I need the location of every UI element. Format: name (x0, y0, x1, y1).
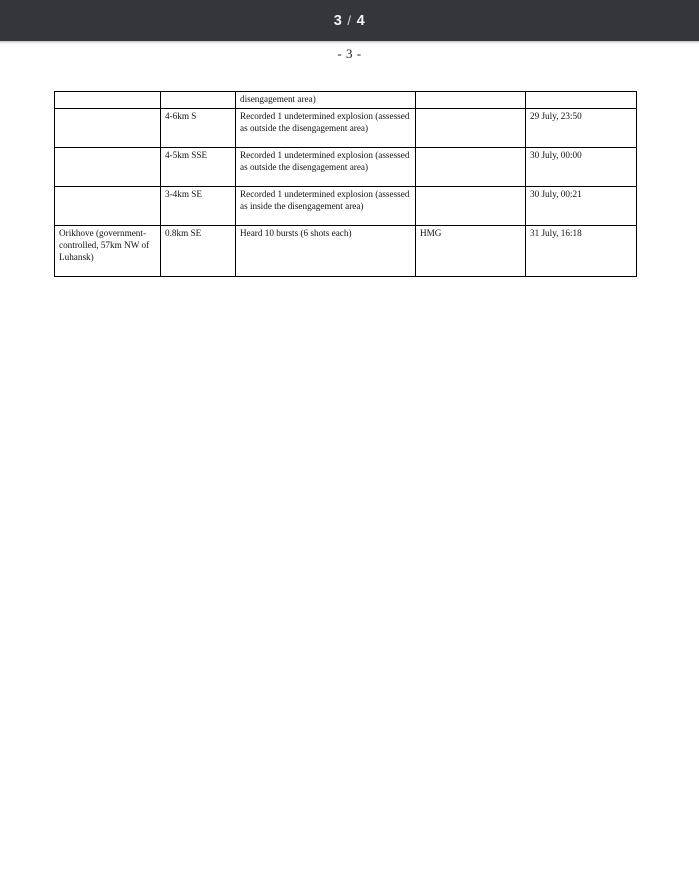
cell-location (55, 148, 161, 187)
total-page-count: 4 (356, 12, 366, 29)
cell-location (55, 92, 161, 109)
table-row (55, 187, 637, 226)
page-indicator (334, 13, 366, 29)
cell-observation: Recorded 1 undetermined explosion (assessed as outside the disengagement area) (236, 148, 416, 187)
table-row (55, 109, 637, 148)
cell-location (55, 187, 161, 226)
cell-datetime: 29 July, 23:50 (526, 109, 637, 148)
cell-distance (161, 92, 236, 109)
cell-datetime (526, 92, 637, 109)
cell-observation: disengagement area) (236, 92, 416, 109)
table-row (55, 92, 637, 109)
cell-weapon (416, 109, 526, 148)
current-page-number[interactable]: 3 (333, 12, 343, 29)
pdf-viewer-toolbar (0, 0, 699, 41)
table-row (55, 148, 637, 187)
cell-datetime: 30 July, 00:00 (526, 148, 637, 187)
page-separator: / (347, 12, 352, 28)
cell-weapon (416, 148, 526, 187)
cell-weapon (416, 92, 526, 109)
cell-location: Orikhove (government-controlled, 57km NW of Luhansk) (55, 226, 161, 277)
table-row (55, 226, 637, 277)
cell-observation: Recorded 1 undetermined explosion (assessed as inside the disengagement area) (236, 187, 416, 226)
cell-distance: 4-5km SSE (161, 148, 236, 187)
observations-table (54, 91, 637, 277)
cell-distance: 3-4km SE (161, 187, 236, 226)
cell-datetime: 31 July, 16:18 (526, 226, 637, 277)
cell-weapon: HMG (416, 226, 526, 277)
cell-distance: 4-6km S (161, 109, 236, 148)
page-folio-number: - 3 - (337, 46, 362, 61)
cell-location (55, 109, 161, 148)
cell-weapon (416, 187, 526, 226)
cell-distance: 0.8km SE (161, 226, 236, 277)
cell-observation: Heard 10 bursts (6 shots each) (236, 226, 416, 277)
document-page (0, 45, 699, 893)
cell-datetime: 30 July, 00:21 (526, 187, 637, 226)
cell-observation: Recorded 1 undetermined explosion (assessed as outside the disengagement area) (236, 109, 416, 148)
